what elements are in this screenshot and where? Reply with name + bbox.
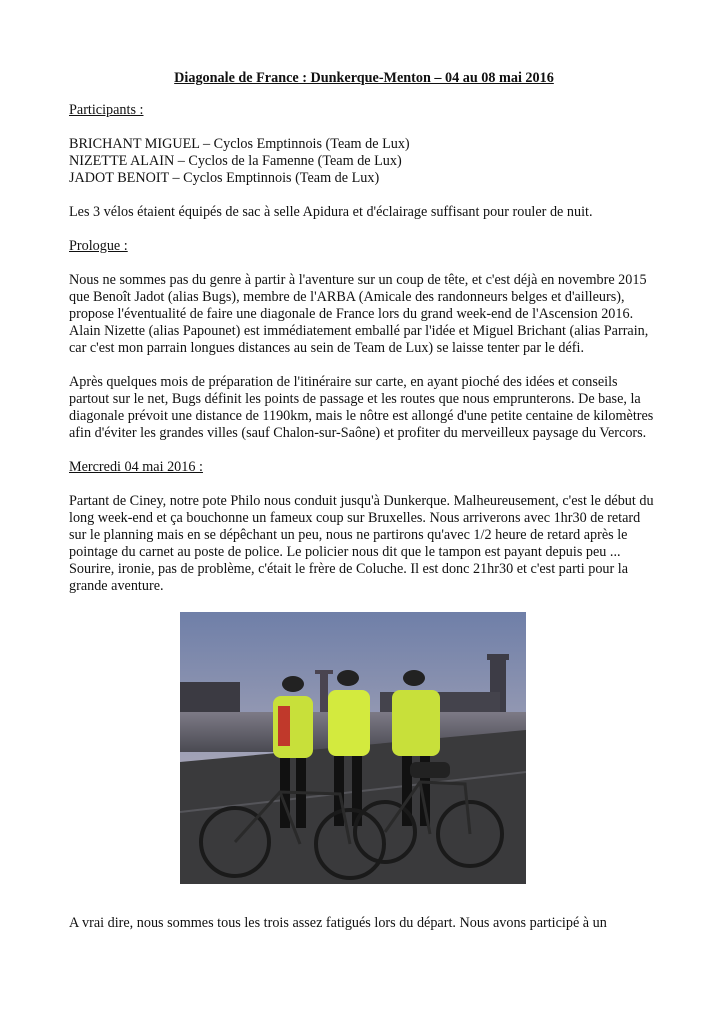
day1-heading: Mercredi 04 mai 2016 : — [69, 459, 203, 475]
prologue-paragraph: Nous ne sommes pas du genre à partir à l'aventure sur un coup de tête, et c'est déjà en novembre 2015 que Benoît Jadot (alias Bugs), membre de l'ARBA (Amicale des randonneurs belges et d'ailleurs), propose l'éventualité de faire une diagonale de France lors du grand week-end de l'Ascension 2016. — [69, 272, 647, 322]
document-page — [69, 70, 659, 949]
prologue-paragraph: Après quelques mois de préparation de l'itinéraire sur carte, en ayant pioché des idées et conseils partout sur le net, Bugs définit les points de passage et les routes que nous emprunterons. De base, la diagonale prévoit une distance de 1190km, mais le nôtre est allongé d'une petite centaine de kilomètres afin d'éviter les grandes villes (sauf Chalon-sur-Saône) et profiter du merveilleux paysage du Vercors. — [69, 374, 654, 441]
participants-heading: Participants : — [69, 102, 144, 118]
prologue-paragraph: Alain Nizette (alias Papounet) est immédiatement emballé par l'idée et Miguel Brichant (alias Parrain, car c'est mon parrain longues distances au sein de Team de Lux) se laisse tenter par le défi. — [69, 323, 649, 356]
participants-list — [69, 136, 659, 187]
day1-paragraph: A vrai dire, nous sommes tous les trois assez fatigués lors du départ. Nous avons participé à un — [69, 915, 607, 931]
prologue-heading: Prologue : — [69, 238, 128, 254]
day1-paragraph: Partant de Ciney, notre pote Philo nous conduit jusqu'à Dunkerque. Malheureusement, c'est le début du long week-end et ça bouchonne un fameux coup sur Bruxelles. Nous arriverons avec 1hr30 de retard sur le planning mais en se dépêchant un peu, nous ne partirons qu'avec 1/2 heure de retard après le pointage du carnet au poste de police. Le policier nous dit que le tampon est payant depuis peu ... Sourire, ironie, pas de problème, c'était le frère de Coluche. Il est donc 21hr30 et c'est parti pour la grande aventure. — [69, 493, 654, 594]
cyclists-photo — [180, 612, 526, 884]
prologue-block — [69, 272, 659, 357]
equipment-paragraph: Les 3 vélos étaient équipés de sac à selle Apidura et d'éclairage suffisant pour rouler de nuit. — [69, 204, 593, 220]
cyclists-photo-image — [180, 612, 526, 884]
photo-container — [69, 612, 659, 889]
document-title: Diagonale de France : Dunkerque-Menton – 04 au 08 mai 2016 — [174, 70, 554, 86]
participant-line: BRICHANT MIGUEL – Cyclos Emptinnois (Team de Lux) — [69, 136, 410, 152]
participant-line: NIZETTE ALAIN – Cyclos de la Famenne (Team de Lux) — [69, 153, 402, 169]
participant-line: JADOT BENOIT – Cyclos Emptinnois (Team de Lux) — [69, 170, 380, 186]
